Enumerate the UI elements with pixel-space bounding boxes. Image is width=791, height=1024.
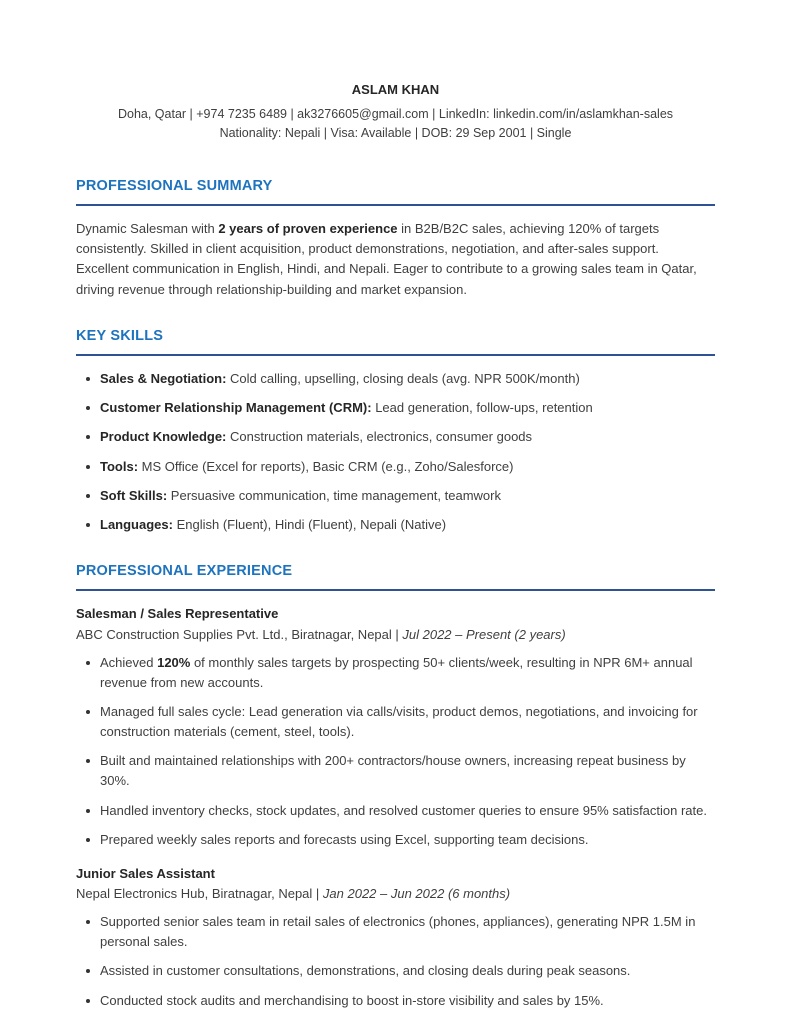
contact-line-1: Doha, Qatar | +974 7235 6489 | ak3276605@gmail.com | LinkedIn: linkedin.com/in/aslamkhan-sales	[117, 107, 674, 122]
skill-label: Tools:	[100, 458, 139, 474]
job-entry	[76, 604, 715, 849]
experience-bullet	[85, 751, 715, 791]
experience-bullet	[85, 912, 715, 952]
skill-item	[85, 427, 715, 447]
skill-text: MS Office (Excel for reports), Basic CRM (e.g., Zoho/Salesforce)	[138, 458, 514, 474]
job-bullet-list	[76, 912, 715, 1011]
bullet-text: Supported senior sales team in retail sales of electronics (phones, appliances), generating NPR 1.5M in personal sales.	[100, 914, 696, 950]
skill-item	[85, 515, 715, 535]
experience-bullet	[85, 702, 715, 742]
job-company-dates	[76, 884, 715, 904]
bullet-text: Conducted stock audits and merchandising to boost in-store visibility and sales by 15%.	[100, 992, 604, 1008]
bullet-text: Assisted in customer consultations, demonstrations, and closing deals during peak seasons.	[100, 963, 631, 979]
section-title-experience: PROFESSIONAL EXPERIENCE	[76, 562, 293, 579]
skill-item	[85, 369, 715, 389]
skill-text: Persuasive communication, time management, teamwork	[167, 487, 501, 503]
skill-text: Cold calling, upselling, closing deals (avg. NPR 500K/month)	[226, 371, 580, 387]
contact-line-2: Nationality: Nepali | Visa: Available | DOB: 29 Sep 2001 | Single	[219, 125, 572, 140]
skill-text: English (Fluent), Hindi (Fluent), Nepali (Native)	[172, 516, 447, 532]
job-entry	[76, 864, 715, 1011]
section-divider	[76, 589, 715, 591]
skill-item	[85, 398, 715, 418]
bullet-text: Managed full sales cycle: Lead generation via calls/visits, product demos, negotiations, and invoicing for construction materials (cement, steel, tools).	[100, 704, 698, 740]
job-title: Junior Sales Assistant	[76, 865, 215, 881]
experience-bullet	[85, 801, 715, 821]
section-divider	[76, 354, 715, 356]
summary-paragraph	[76, 219, 715, 300]
experience-bullet	[85, 961, 715, 981]
bullet-text: Prepared weekly sales reports and forecasts using Excel, supporting team decisions.	[100, 831, 589, 847]
skill-text: Lead generation, follow-ups, retention	[371, 400, 593, 416]
job-company: Nepal Electronics Hub, Biratnagar, Nepal |	[76, 886, 323, 901]
bullet-text: Achieved	[100, 654, 158, 670]
skill-label: Languages:	[100, 516, 173, 532]
job-company: ABC Construction Supplies Pvt. Ltd., Biratnagar, Nepal |	[76, 626, 403, 642]
section-key-skills	[76, 325, 715, 535]
skill-label: Customer Relationship Management (CRM):	[100, 400, 372, 416]
skill-item	[85, 457, 715, 477]
summary-text: in B2B/B2C sales, achieving 120% of targets consistently. Skilled in client acquisition, product demonstrations, negotiation, and after-sales support. Excellent communication in English, Hindi, and Nepali. Eager to contribute to a growing sales team in Qatar, driving revenue through relationship-building and market expansion.	[76, 221, 697, 297]
experience-bullet	[85, 991, 715, 1011]
experience-bullet	[85, 830, 715, 850]
skill-label: Sales & Negotiation:	[100, 371, 227, 387]
section-professional-summary	[76, 175, 715, 300]
job-dates: Jul 2022 – Present (2 years)	[402, 626, 566, 642]
bullet-text: Built and maintained relationships with 200+ contractors/house owners, increasing repeat business by 30%.	[100, 753, 686, 789]
section-title-summary: PROFESSIONAL SUMMARY	[76, 177, 273, 194]
candidate-name: ASLAM KHAN	[351, 82, 440, 97]
job-dates: Jan 2022 – Jun 2022 (6 months)	[322, 886, 511, 901]
skill-text: Construction materials, electronics, consumer goods	[226, 429, 533, 445]
bullet-text: of monthly sales targets by prospecting 50+ clients/week, resulting in NPR 6M+ annual revenue from new accounts.	[100, 654, 693, 690]
skills-list	[76, 369, 715, 535]
section-professional-experience	[76, 560, 715, 1011]
bullet-bold-text: 120%	[157, 654, 191, 670]
summary-text: Dynamic Salesman with	[76, 221, 219, 237]
job-bullet-list	[76, 653, 715, 850]
bullet-text: Handled inventory checks, stock updates, and resolved customer queries to ensure 95% satisfaction rate.	[100, 802, 707, 818]
resume-header	[76, 80, 715, 143]
summary-bold-text: 2 years of proven experience	[218, 221, 398, 237]
skill-item	[85, 486, 715, 506]
section-title-skills: KEY SKILLS	[76, 327, 164, 344]
skill-label: Product Knowledge:	[100, 429, 227, 445]
section-divider	[76, 204, 715, 206]
job-title: Salesman / Sales Representative	[76, 606, 279, 622]
skill-label: Soft Skills:	[100, 487, 168, 503]
job-company-dates	[76, 625, 715, 645]
experience-bullet	[85, 653, 715, 693]
